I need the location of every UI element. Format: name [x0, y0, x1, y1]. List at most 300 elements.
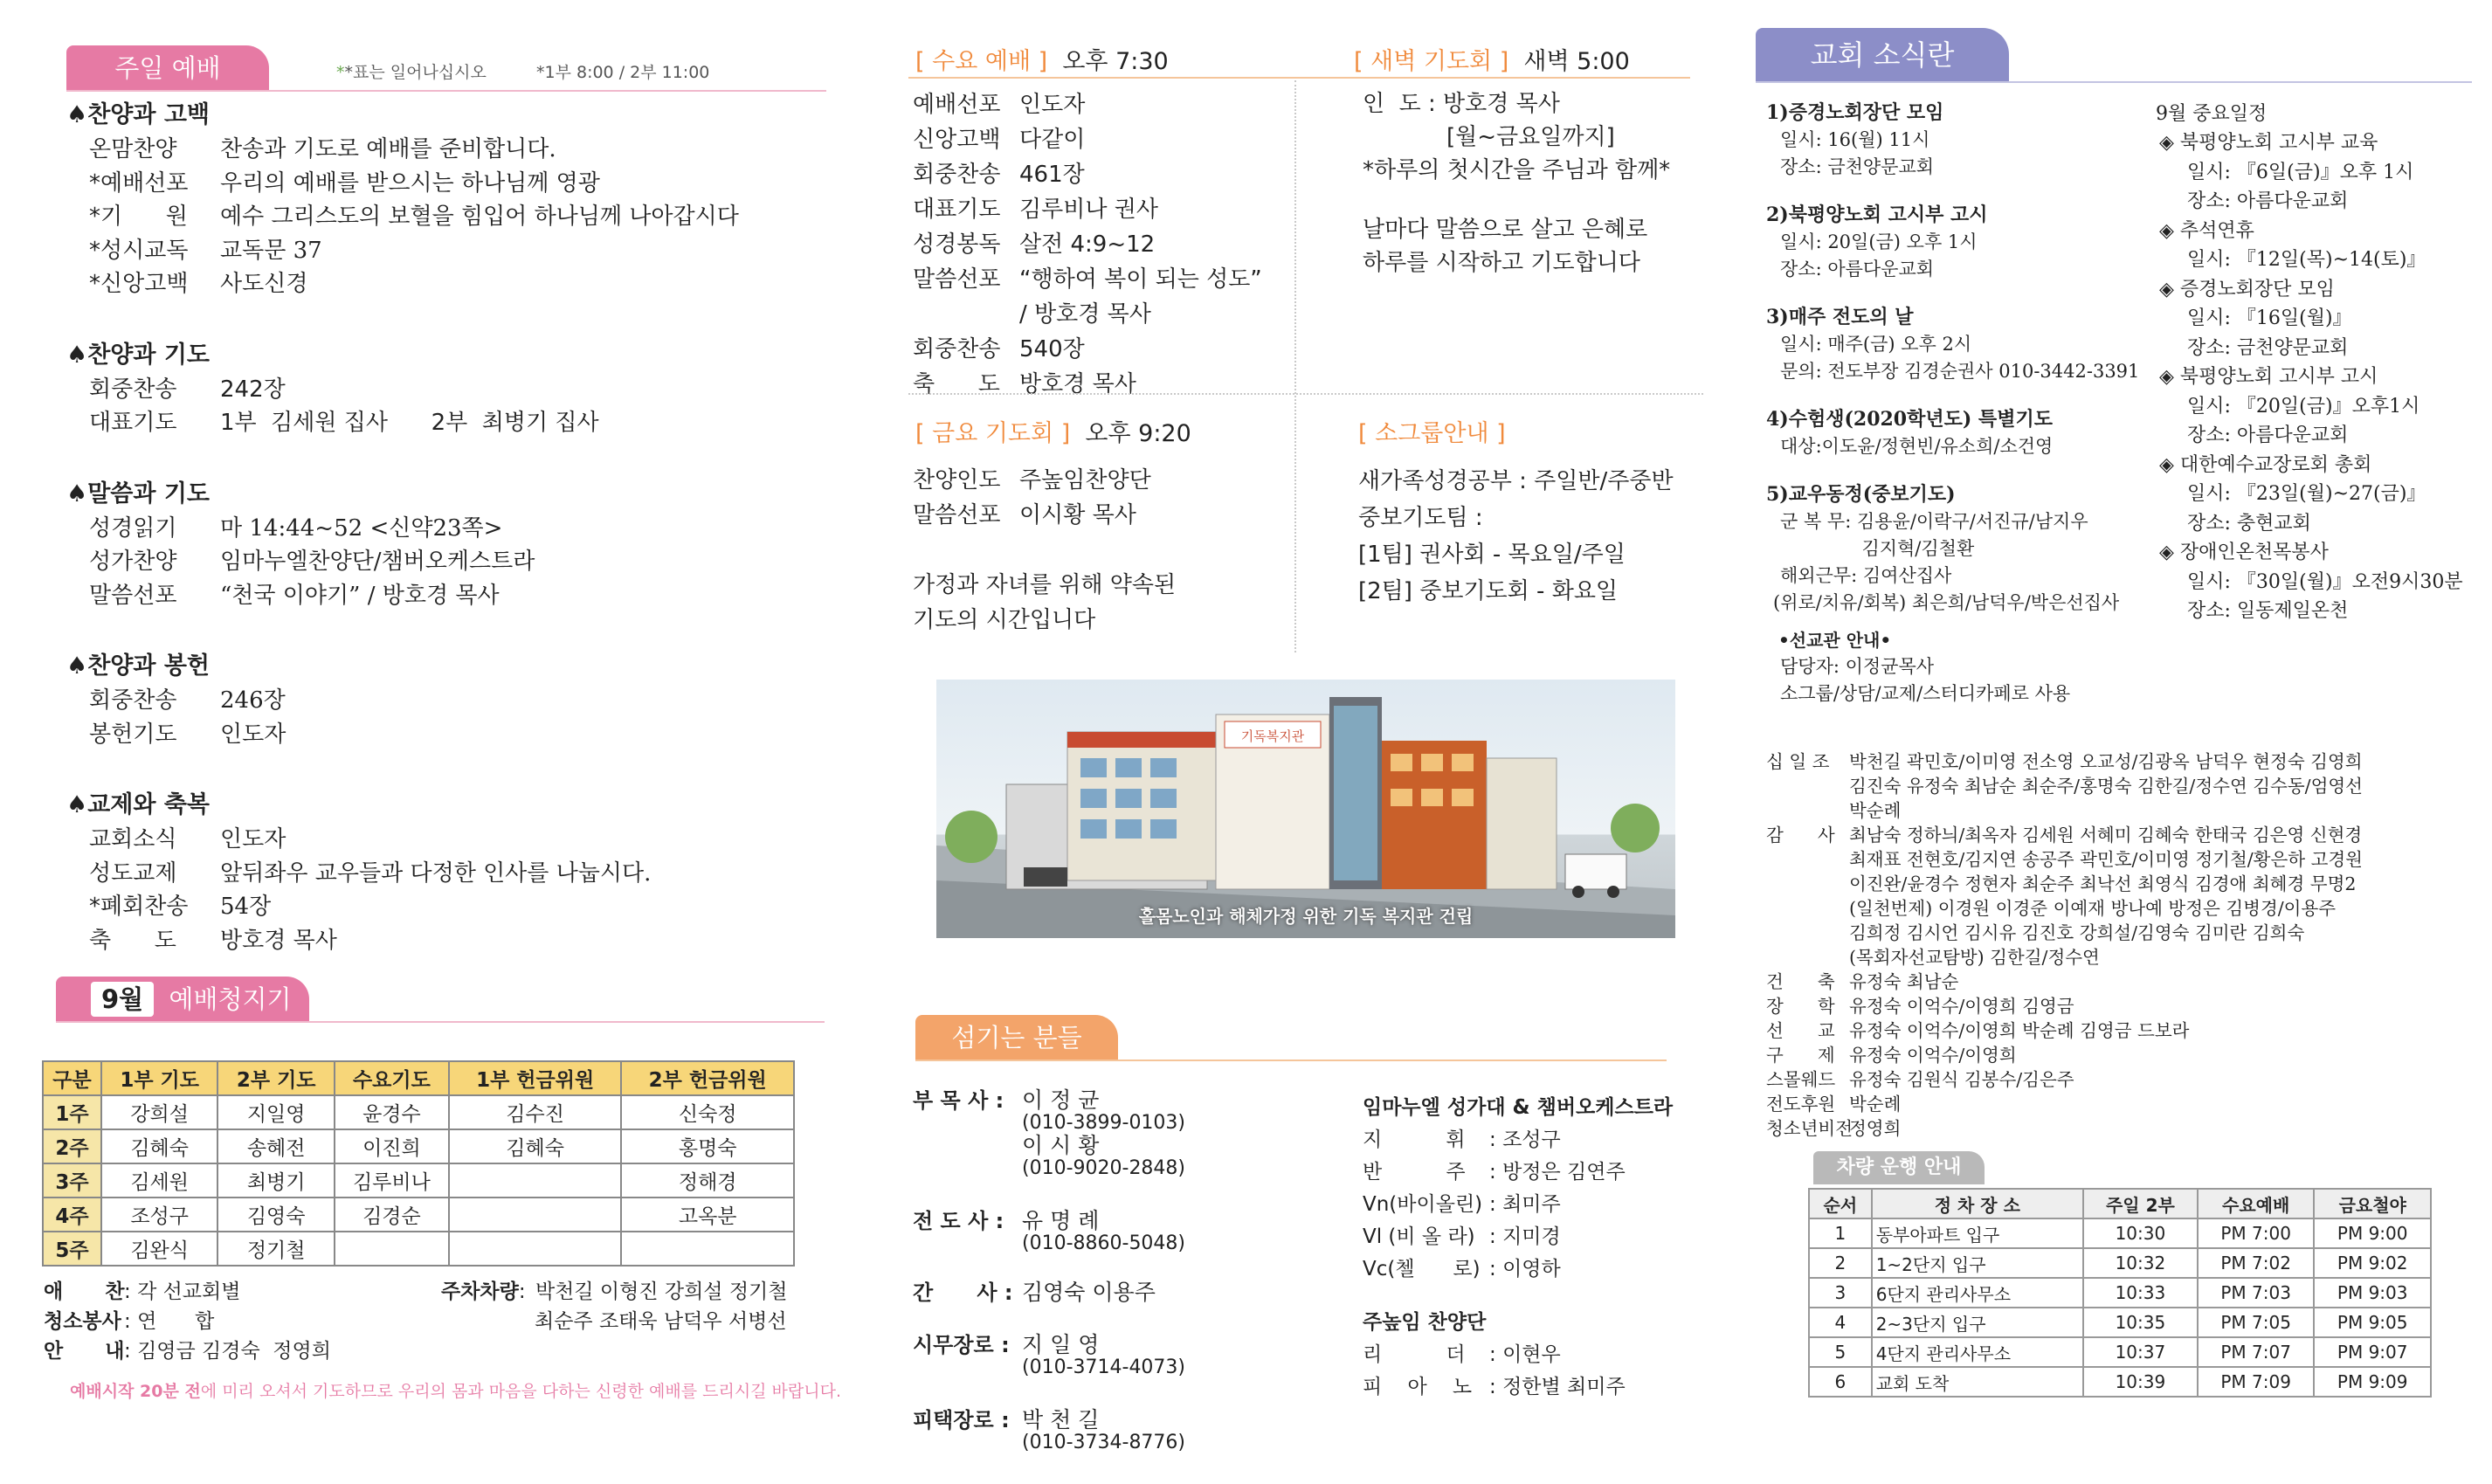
table-cell [335, 1232, 449, 1266]
offering-group [1766, 1067, 2363, 1092]
news-line: 일시: 20일(금) 오후 1시 [1780, 231, 1978, 252]
table-cell [621, 1232, 794, 1266]
building-drawing [936, 680, 1675, 938]
servant-values [1022, 1281, 1156, 1304]
order-row [66, 234, 818, 268]
schedule-heading: ◈ 추석연휴 [2159, 219, 2254, 242]
offering-names [1849, 749, 2363, 823]
order-label: *신앙고백 [89, 271, 189, 297]
footer-rest: 에 미리 오셔서 기도하므로 우리의 몸과 마음을 다하는 신령한 예배를 드리시길 바랍니다. [200, 1382, 842, 1401]
table-row [43, 1129, 794, 1163]
order-row [66, 406, 818, 440]
table-cell: 2주 [43, 1129, 101, 1163]
servant-line: (010-8860-5048) [1022, 1232, 1186, 1254]
servant-values [1022, 1334, 1185, 1379]
news-line: 장소: 금천양문교회 [1780, 156, 1935, 177]
section-heading: ♠찬양과 기도 [66, 341, 211, 369]
table-cell: 홍명숙 [621, 1129, 794, 1163]
order-row [66, 512, 818, 546]
order-value: 마 14:44~52 <신약23쪽> [220, 514, 503, 542]
schedule-line: 일시: 『6일(금)』오후 1시 [2187, 161, 2414, 183]
order-row [66, 684, 818, 718]
table-header-row [43, 1061, 794, 1095]
divider [66, 90, 826, 92]
servant-line: 유 명 례 [1022, 1208, 1100, 1233]
schedule-line: 장소: 충현교회 [2187, 512, 2311, 535]
offering-line: 박순례 [1849, 1094, 1902, 1115]
news-line: 일시: 16(월) 11시 [1780, 129, 1930, 150]
news-item [1766, 481, 2139, 617]
choir-title: 임마누엘 성가대 & 챔버오케스트라 [1363, 1096, 1674, 1119]
divider [915, 1060, 1667, 1061]
divider [56, 1021, 825, 1023]
servant-line: 김영숙 이용주 [1022, 1280, 1156, 1305]
choir-role: Vc(첼 로) [1363, 1258, 1481, 1280]
servant-block [913, 1210, 1185, 1255]
servant-values [1022, 1089, 1185, 1180]
table-cell: 신숙정 [621, 1095, 794, 1129]
offering-names [1849, 970, 1958, 994]
order-value: 1부 김세원 집사 2부 최병기 집사 [220, 410, 599, 436]
table-cell: PM 7:09 [2198, 1367, 2315, 1397]
table-cell: PM 9:02 [2314, 1248, 2431, 1278]
choir-row: 지 휘 : 조성구 [1363, 1124, 1673, 1156]
duty-row: 안 내: 김영금 김경숙 정영희 [44, 1336, 331, 1366]
order-value: 찬송과 기도로 예배를 준비합니다. [220, 136, 556, 162]
table-row [1809, 1337, 2431, 1367]
offering-names [1849, 994, 2074, 1018]
time-note: *1부 8:00 / 2부 11:00 [536, 63, 710, 82]
table-cell: PM 7:03 [2198, 1278, 2315, 1308]
choir-row: 피 아 노 : 정한별 최미주 [1363, 1371, 1673, 1404]
service-value: 살전 4:9~12 [1019, 231, 1156, 258]
offering-line: 유정숙 김원식 김봉수/김은주 [1849, 1069, 2074, 1090]
table-cell: 강희설 [101, 1095, 218, 1129]
stand-note: **표는 일어나십시오 [336, 63, 487, 82]
table-row [1809, 1278, 2431, 1308]
order-label: 축 도 [89, 927, 176, 954]
table-cell: 김경순 [335, 1198, 449, 1232]
offering-group [1766, 1092, 2363, 1116]
schedule-line: 일시: 『20일(금)』오후1시 [2187, 395, 2420, 418]
table-header-cell: 2부 기도 [217, 1061, 335, 1095]
schedule-tab [56, 977, 309, 1022]
order-row [66, 924, 818, 958]
table-cell: 10:30 [2083, 1218, 2198, 1248]
news-line: 장소: 아름다운교회 [1780, 259, 1935, 280]
offering-group [1766, 1018, 2363, 1043]
service-value: 인도자 [1019, 92, 1086, 118]
schedule-month: 9월 [91, 982, 154, 1017]
footer-note [70, 1378, 841, 1402]
table-cell: 조성구 [101, 1198, 218, 1232]
table-header-cell: 2부 헌금위원 [621, 1061, 794, 1095]
table-row [43, 1163, 794, 1198]
friday-note [913, 568, 1176, 638]
table-row [43, 1198, 794, 1232]
service-value: 이시황 목사 [1019, 502, 1136, 528]
small-group-line: [2팀] 중보기도회 - 화요일 [1358, 578, 1619, 604]
friday-note-line: 기도의 시간입니다 [913, 607, 1096, 633]
offering-names [1849, 1043, 2017, 1067]
table-cell: 3 [1809, 1278, 1872, 1308]
order-row [66, 823, 818, 857]
offering-group [1766, 970, 2363, 994]
small-group-line: 새가족성경공부 : 주일반/주중반 [1358, 468, 1674, 494]
choir-name: 이현우 [1502, 1343, 1561, 1366]
car-tab: 차량 운행 안내 [1813, 1151, 1985, 1184]
offering-group [1766, 749, 2363, 823]
divider [1294, 80, 1296, 652]
choir-role: Vn(바이올린) [1363, 1193, 1483, 1216]
service-label: 대표기도 [913, 197, 1001, 223]
wednesday-header: [ 수요 예배 ] 오후 7:30 [915, 48, 1169, 75]
section-heading: ♠말씀과 기도 [66, 480, 211, 507]
news-heading: 3)매주 전도의 날 [1766, 306, 1914, 328]
car-schedule-table [1808, 1188, 2432, 1398]
table-cell [449, 1163, 622, 1198]
order-row [66, 200, 818, 234]
servant-line: 이 정 균 [1022, 1087, 1100, 1113]
choir-block [1363, 1092, 1673, 1404]
servant-line: 지 일 영 [1022, 1332, 1100, 1357]
church-news-tab: 교회 소식란 [1756, 28, 2009, 82]
offering-line: 김희정 김시언 김시유 김진호 강희설/김영숙 김미란 김희숙 [1849, 922, 2305, 943]
order-label: 성경읽기 [89, 514, 177, 542]
service-label: 예배선포 [913, 92, 1001, 118]
order-value: 우리의 예배를 받으시는 하나님께 영광 [220, 169, 600, 197]
table-cell: PM 7:02 [2198, 1248, 2315, 1278]
small-group-line: 중보기도팀 : [1358, 505, 1483, 531]
choir-name: 조성구 [1502, 1129, 1561, 1151]
service-label: 찬양인도 [913, 467, 1001, 494]
table-cell [449, 1232, 622, 1266]
parking: 주차차량: 박천길 이형진 강희설 정기철 최순주 조태욱 남덕우 서병선 [441, 1277, 788, 1336]
order-value: “천국 이야기” / 방호경 목사 [220, 582, 500, 609]
order-row [66, 133, 818, 167]
servant-block [913, 1089, 1185, 1180]
servants-list [913, 1089, 1185, 1484]
order-label: 성도교제 [89, 859, 177, 887]
order-row [66, 373, 818, 407]
divider [1756, 81, 2472, 83]
table-cell: 4 [1809, 1308, 1872, 1337]
offering-names [1849, 1018, 2189, 1043]
offering-line: 유정숙 최남순 [1849, 971, 1959, 992]
missionary-info [1766, 627, 2139, 707]
table-cell: 김루비나 [335, 1163, 449, 1198]
schedule-heading: ◈ 대한예수교장로회 총회 [2159, 453, 2372, 476]
table-header-cell: 1부 기도 [101, 1061, 218, 1095]
parking-label: 주차차량 [441, 1280, 519, 1303]
service-value: 540장 [1019, 336, 1085, 362]
friday-header: [ 금요 기도회 ] 오후 9:20 [915, 420, 1191, 447]
table-cell: PM 7:07 [2198, 1337, 2315, 1367]
news-item [1766, 406, 2139, 460]
offering-group [1766, 1043, 2363, 1067]
parking-line: 최순주 조태욱 남덕우 서병선 [535, 1310, 787, 1333]
service-label: 성경봉독 [913, 231, 1001, 258]
order-of-worship [66, 98, 818, 957]
table-cell: PM 9:03 [2314, 1278, 2431, 1308]
servant-values [1022, 1409, 1185, 1454]
servant-block [913, 1281, 1185, 1304]
table-row [1809, 1367, 2431, 1397]
news-heading: 1)증경노회장단 모임 [1766, 101, 1944, 124]
table-row [1809, 1248, 2431, 1278]
table-cell: 3주 [43, 1163, 101, 1198]
order-row [66, 267, 818, 301]
table-header-cell: 1부 헌금위원 [449, 1061, 622, 1095]
order-value: 방호경 목사 [220, 927, 337, 954]
order-value: 인도자 [220, 721, 286, 748]
choir-name: 지미경 [1502, 1225, 1561, 1248]
servant-label: 시무장로 : [913, 1333, 1010, 1357]
duty-label: 애 찬 [44, 1280, 125, 1303]
section-heading: ♠찬양과 봉헌 [66, 652, 211, 680]
servant-line: 이 시 황 [1022, 1133, 1100, 1158]
service-label: 축 도 [913, 371, 1000, 397]
offering-names [1849, 823, 2363, 970]
table-cell: 1~2단지 입구 [1872, 1248, 2083, 1278]
schedule-line: 장소: 금천양문교회 [2187, 336, 2349, 359]
table-header-cell: 수요기도 [335, 1061, 449, 1095]
news-line: 문의: 전도부장 김경순권사 010-3442-3391 [1780, 361, 2140, 382]
order-row [66, 579, 818, 613]
dawn-line: 하루를 시작하고 기도합니다 [1363, 250, 1640, 276]
table-header-row [1809, 1189, 2431, 1218]
table-header-cell: 주일 2부 [2083, 1189, 2198, 1218]
choir-name: 이영하 [1502, 1258, 1561, 1280]
news-line: 해외근무: 김여산집사 [1780, 565, 1952, 586]
service-row [913, 463, 1151, 498]
order-value: 교독문 37 [220, 237, 322, 264]
news-item [1766, 304, 2139, 385]
order-value: 사도신경 [220, 271, 308, 297]
service-row [913, 367, 1262, 402]
order-label: 온맘찬양 [89, 136, 177, 162]
schedule-heading: ◈ 북평양노회 고시부 고시 [2159, 366, 2378, 388]
schedule-heading: ◈ 장애인온천목봉사 [2159, 542, 2329, 563]
building-caption: 홀몸노인과 해체가정 위한 기독 복지관 건립 [1138, 906, 1474, 927]
service-value: 김루비나 권사 [1019, 197, 1158, 223]
offering-category: 감 사 [1766, 825, 1835, 846]
order-row [66, 890, 818, 924]
schedule-heading: ◈ 증경노회장단 모임 [2159, 278, 2335, 300]
choir-name: 방정은 김연주 [1502, 1161, 1626, 1184]
table-cell: 최병기 [217, 1163, 335, 1198]
choir-name: 정한별 최미주 [1502, 1376, 1626, 1398]
dawn-line: 날마다 말씀으로 살고 은혜로 [1363, 217, 1648, 243]
footer-emphasis: 예배시작 20분 전 [70, 1382, 201, 1401]
dawn-line: *하루의 첫시간을 주님과 함께* [1363, 157, 1671, 183]
news-line: (위로/치유/회복) 최은희/남덕우/박은선집사 [1773, 592, 2120, 613]
choir-name: 최미주 [1502, 1193, 1561, 1216]
table-cell: 정해경 [621, 1163, 794, 1198]
table-cell: 김혜숙 [101, 1129, 218, 1163]
duty-row: 청소봉사 : 연 합 [44, 1307, 331, 1336]
offering-category: 선 교 [1766, 1020, 1835, 1041]
schedule-line: 장소: 일동제일온천 [2187, 600, 2349, 622]
table-cell: 동부아파트 입구 [1872, 1218, 2083, 1248]
small-group-line: [1팀] 권사회 - 목요일/주일 [1358, 542, 1626, 568]
order-label: *예배선포 [89, 169, 189, 197]
offering-category: 스몰웨드 [1766, 1069, 1836, 1090]
table-cell: 김혜숙 [449, 1129, 622, 1163]
servant-line: 박 천 길 [1022, 1407, 1100, 1432]
service-label: 회중찬송 [913, 162, 1001, 188]
servant-line: (010-3899-0103) [1022, 1112, 1186, 1134]
news-heading: 4)수험생(2020학년도) 특별기도 [1766, 408, 2053, 431]
table-cell [449, 1198, 622, 1232]
servant-label: 피택장로 : [913, 1408, 1010, 1432]
news-item [1766, 202, 2139, 283]
order-label: 말씀선포 [89, 582, 177, 609]
order-value: 54장 [220, 894, 272, 920]
table-cell: 김세원 [101, 1163, 218, 1198]
divider [908, 77, 1690, 79]
servant-label: 간 사 : [913, 1280, 1013, 1305]
table-cell: 10:32 [2083, 1248, 2198, 1278]
table-cell: 10:37 [2083, 1337, 2198, 1367]
table-cell: PM 9:09 [2314, 1367, 2431, 1397]
table-cell: PM 7:05 [2198, 1308, 2315, 1337]
table-cell: 정기철 [217, 1232, 335, 1266]
dawn-header: [ 새벽 기도회 ] 새벽 5:00 [1354, 48, 1630, 75]
order-label: 성가찬양 [89, 549, 177, 575]
offering-names [1849, 1092, 1901, 1116]
offering-line: (목회자선교탐방) 김한길/정수연 [1849, 947, 2100, 968]
table-cell: 6 [1809, 1367, 1872, 1397]
offering-line: 최남숙 정하늬/최옥자 김세원 서혜미 김혜숙 한태국 김은영 신현경 [1849, 825, 2363, 846]
table-cell: 5주 [43, 1232, 101, 1266]
choir-row: 반 주 : 방정은 김연주 [1363, 1156, 1673, 1189]
offering-group [1766, 1116, 2363, 1141]
offering-line: 유정숙 이억수/이영희 [1849, 1045, 2017, 1066]
service-label: 말씀선포 [913, 266, 1001, 293]
service-row [913, 332, 1262, 367]
table-cell: PM 9:00 [2314, 1218, 2431, 1248]
service-row [913, 297, 1262, 332]
choir-row: 리 더 : 이현우 [1363, 1339, 1673, 1371]
table-row [1809, 1308, 2431, 1337]
choir-role: 지 휘 [1363, 1129, 1466, 1151]
sunday-service-tab: 주일 예배 [66, 45, 269, 91]
order-label: *기 원 [89, 204, 188, 230]
offering-category: 건 축 [1766, 971, 1835, 992]
choir-row: Vl (비 올 라) : 지미경 [1363, 1221, 1673, 1253]
church-news-list [1766, 100, 2139, 707]
table-cell: 지일영 [217, 1095, 335, 1129]
order-label: 대표기도 [89, 410, 177, 436]
building-sign: 기독복지관 [1240, 728, 1305, 744]
table-cell: 6단지 관리사무소 [1872, 1278, 2083, 1308]
service-row [913, 87, 1262, 122]
service-row [913, 192, 1262, 227]
table-header-cell: 금요철야 [2314, 1189, 2431, 1218]
offering-line: 김진숙 유정숙 최남순 최순주/홍명숙 김한길/정수연 김수동/엄영선 [1849, 776, 2363, 797]
order-label: 봉헌기도 [89, 721, 177, 748]
servant-block [913, 1334, 1185, 1379]
servant-line: (010-3714-4073) [1022, 1356, 1186, 1378]
missionary-heading: •선교관 안내• [1778, 630, 1892, 651]
table-cell: 2~3단지 입구 [1872, 1308, 2083, 1337]
news-heading: 2)북평양노회 고시부 고시 [1766, 204, 1988, 226]
table-cell: 이진희 [335, 1129, 449, 1163]
duty-label: 청소봉사 [44, 1310, 121, 1333]
september-title: 9월 중요일정 [2156, 103, 2268, 125]
schedule-line: 일시: 『30일(월)』오전9시30분 [2187, 570, 2463, 593]
missionary-line: 담당자: 이정균목사 [1780, 656, 1935, 677]
table-row [43, 1095, 794, 1129]
servant-label: 전 도 사 : [913, 1209, 1004, 1233]
servant-values [1022, 1210, 1185, 1255]
table-cell: PM 7:00 [2198, 1218, 2315, 1248]
offering-category: 십 일 조 [1766, 751, 1830, 772]
service-row [913, 262, 1262, 297]
schedule-title: 예배청지기 [169, 984, 292, 1014]
offering-line: 유정숙 이억수/이영희 박순례 김영금 드보라 [1849, 1020, 2190, 1041]
service-row [913, 122, 1262, 157]
order-label: 회중찬송 [89, 687, 177, 714]
offering-line: 이진완/윤경수 정현자 최순주 최낙선 최영식 김경애 최혜경 무명2 [1849, 873, 2357, 894]
choir-role: Vl (비 올 라) [1363, 1225, 1475, 1248]
schedule-heading: ◈ 북평양노회 고시부 교육 [2159, 132, 2378, 154]
service-label: 회중찬송 [913, 336, 1001, 362]
table-cell: 교회 도착 [1872, 1367, 2083, 1397]
choir-role: 반 주 [1363, 1161, 1466, 1184]
servant-label: 부 목 사 : [913, 1088, 1004, 1113]
table-cell: 5 [1809, 1337, 1872, 1367]
table-cell: 2 [1809, 1248, 1872, 1278]
table-cell: 윤경수 [335, 1095, 449, 1129]
offering-names [1849, 1067, 2074, 1092]
service-value: 461장 [1019, 162, 1085, 188]
schedule-line: 일시: 『12일(목)~14(토)』 [2187, 249, 2426, 271]
dawn-prayer-info [1363, 87, 1670, 280]
section-heading: ♠교제와 축복 [66, 791, 211, 818]
dawn-line [1363, 187, 1670, 213]
service-value: 방호경 목사 [1019, 371, 1136, 397]
order-row [66, 857, 818, 891]
news-line: 군 복 무: 김용윤/이락구/서진규/남지우 [1780, 511, 2088, 532]
table-cell: 고옥분 [621, 1198, 794, 1232]
order-row [66, 545, 818, 579]
service-value: 다같이 [1019, 127, 1086, 153]
order-value: 242장 [220, 376, 286, 403]
offering-category: 장 학 [1766, 996, 1835, 1017]
service-label: 신앙고백 [913, 127, 1001, 153]
order-row [66, 718, 818, 752]
small-group-info [1358, 463, 1674, 610]
divider [908, 393, 1703, 395]
service-value: / 방호경 목사 [1019, 301, 1151, 328]
choir-row: Vn(바이올린) : 최미주 [1363, 1189, 1673, 1221]
service-row [913, 498, 1151, 533]
order-value: 인도자 [220, 826, 286, 852]
order-value: 246장 [220, 687, 286, 714]
choir-role: 피 아 노 [1363, 1376, 1473, 1398]
service-value: “행하여 복이 되는 성도” [1019, 266, 1262, 293]
table-header-cell: 수요예배 [2198, 1189, 2315, 1218]
order-label: 교회소식 [89, 826, 177, 852]
order-value: 임마누엘찬양단/챔버오케스트라 [220, 549, 535, 575]
table-cell: 10:35 [2083, 1308, 2198, 1337]
table-cell: PM 9:05 [2314, 1308, 2431, 1337]
missionary-line: 소그룹/상담/교제/스터디카페로 사용 [1780, 683, 2071, 704]
service-row [913, 157, 1262, 192]
news-line: 대상:이도윤/정현빈/유소희/소건영 [1780, 436, 2054, 457]
